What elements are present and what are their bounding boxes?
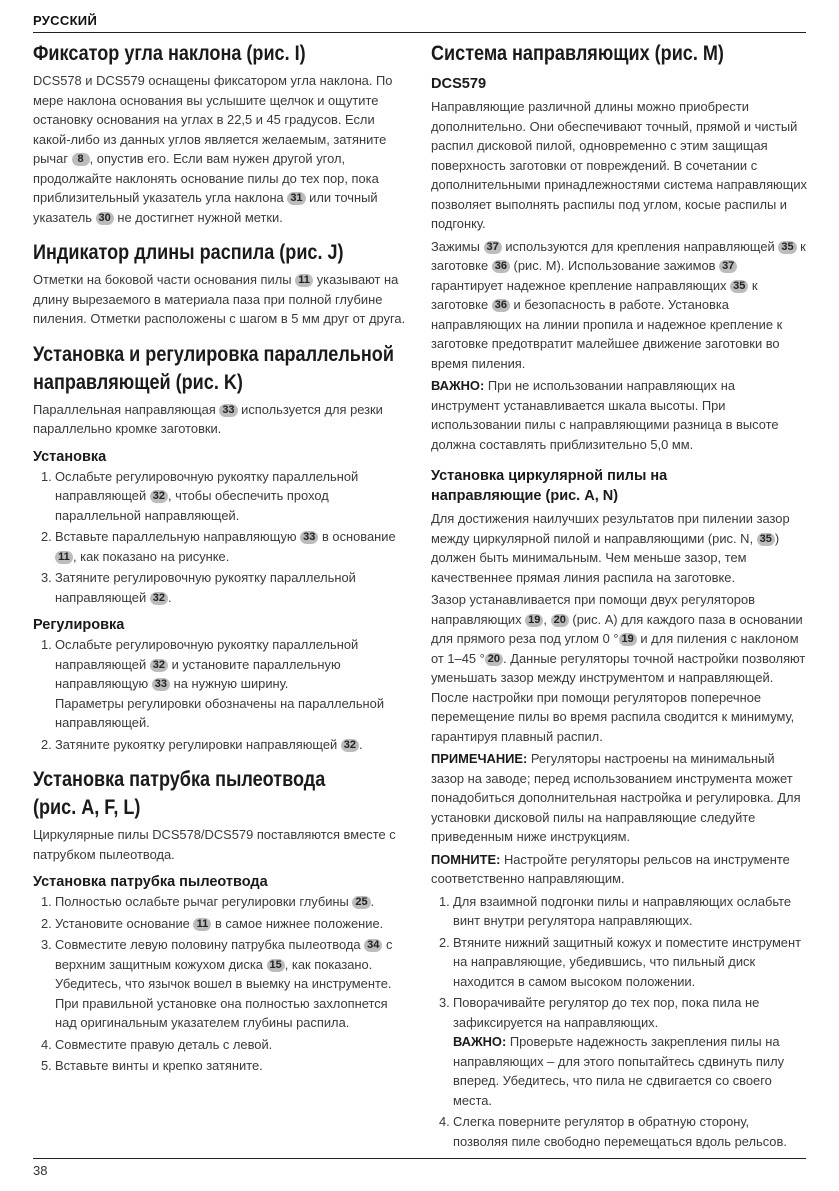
subheading-installation: Установка	[33, 448, 107, 465]
callout-badge: 35	[778, 241, 796, 254]
list-item: 1. Ослабьте регулировочную рукоятку параллельной направляющей 32 , чтобы обеспечить проход параллельной направляющей.	[41, 468, 359, 523]
guide-rail-paragraph-1: Направляющие различной длины можно приобрести дополнительно. Они обеспечивают точный, прямой и чистый распил дисковой пилой, одновременно с этим защищая поверхность заготовки от повреждений. В сочетании с дополнительными принадлежностями система направляющих позволяет выполнять распилы под углом, косые распилы и подгонку.	[431, 99, 807, 231]
callout-badge: 20	[551, 614, 569, 627]
section-title-rip-fence: Установка и регулировка параллельной направляющей (рис. K)	[33, 342, 394, 394]
section-title-bevel-lock: Фиксатор угла наклона (рис. I)	[33, 42, 306, 65]
subheading-dust-port-install: Установка патрубка пылеотвода	[33, 874, 268, 890]
left-column	[33, 40, 408, 1078]
callout-badge: 30	[96, 212, 114, 225]
rip-fence-paragraph: Параллельная направляющая 33 используется для резки параллельно кромке заготовки.	[33, 401, 383, 436]
callout-badge: 8	[72, 153, 90, 166]
mount-paragraph-1: Для достижения наилучших результатов при пилении зазор между циркулярной пилой и направляющими (рис. N, 35 ) должен быть минимальным. Чем меньше зазор, тем качественнее прямая линия распила на заготовке.	[431, 511, 790, 585]
callout-badge: 25	[352, 896, 370, 909]
callout-badge: 36	[492, 260, 510, 273]
callout-badge: 32	[150, 592, 168, 605]
page-number: 38	[33, 1163, 48, 1178]
mount-reminder: ПОМНИТЕ: Настройте регуляторы рельсов на инструменте соответственно направляющим.	[431, 851, 790, 886]
callout-badge: 15	[267, 959, 285, 972]
section-title-cut-length: Индикатор длины распила (рис. J)	[33, 241, 344, 264]
callout-badge: 20	[485, 653, 503, 666]
guide-rail-important: ВАЖНО: При не использовании направляющих на инструмент устанавливается шкала высоты. При использовании пилы с направляющими разница в высоте должна составлять приблизительно 5,0 мм.	[431, 378, 779, 452]
list-item: 1. Для взаимной подгонки пилы и направляющих ослабьте винт внутри регулятора направляющих.	[439, 893, 792, 928]
subheading-adjustment: Регулировка	[33, 617, 125, 633]
right-column	[431, 40, 807, 1153]
callout-badge: 11	[295, 274, 313, 287]
list-item: 5. Вставьте винты и крепко затяните.	[41, 1058, 263, 1073]
callout-badge: 36	[492, 299, 510, 312]
model-label: DCS579	[431, 76, 487, 92]
cut-length-paragraph: Отметки на боковой части основания пилы 11 указывают на длину вырезаемого в материала паза при полной глубине пиления. Отметки расположены с шагом в 5 мм друг от друга.	[33, 272, 406, 326]
list-item: 1. Ослабьте регулировочную рукоятку параллельной направляющей 32 и установите параллельную направляющую 33 на нужную ширину. Параметры регулировки обозначены на параллельной направляющей.	[41, 637, 385, 730]
callout-badge: 37	[484, 241, 502, 254]
section-title-guide-rail: Система направляющих (рис. M)	[431, 42, 724, 65]
list-item: 3. Совместите левую половину патрубка пылеотвода 34 с верхним защитным кожухом диска 15 , как показано. Убедитесь, что язычок вошел в выемку на инструменте. При правильной установке она полностью захлопнется над оригинальным указателем глубины распила.	[41, 937, 393, 1030]
callout-badge: 35	[757, 533, 775, 546]
bevel-lock-paragraph: DCS578 и DCS579 оснащены фиксатором угла наклона. По мере наклона основания вы услышите щелчок и ощутите остановку основания на углах в 22,5 и 45 градусов. Если какой-либо из данных углов является желаемым, затяните рычаг 8 , опустив его. Если вам нужен другой угол, продолжайте наклонять основание пилы до тех пор, пока приблизительный указатель угла наклона 31 или точный указатель 30 не достигнет нужной метки.	[33, 73, 393, 225]
list-item: 3. Затяните регулировочную рукоятку параллельной направляющей 32 .	[41, 570, 356, 605]
callout-badge: 34	[364, 939, 382, 952]
top-divider	[33, 32, 806, 33]
list-item: 2. Втяните нижний защитный кожух и поместите инструмент на направляющие, убедившись, что пильный диск находится в самом высоком положении.	[439, 934, 802, 989]
list-item: 4. Совместите правую деталь с левой.	[41, 1036, 273, 1052]
callout-badge: 32	[150, 659, 168, 672]
callout-badge: 11	[55, 551, 73, 564]
callout-badge: 35	[730, 280, 748, 293]
callout-badge: 11	[193, 918, 211, 931]
callout-badge: 37	[719, 260, 737, 273]
callout-badge: 32	[150, 490, 168, 503]
list-item: 1. Полностью ослабьте рычаг регулировки глубины 25 .	[41, 894, 375, 909]
callout-badge: 19	[619, 633, 637, 646]
list-item: 4. Слегка поверните регулятор в обратную сторону, позволяя пиле свободно перемещаться вдоль рельсов.	[439, 1114, 787, 1149]
list-item: 3. Поворачивайте регулятор до тех пор, пока пила не зафиксируется на направляющих. ВАЖНО: Проверьте надежность закрепления пилы на направляющих – для этого попытайтесь сдвинуть пилу вперед. Убедитесь, что пила не сдвигается со своего места.	[439, 995, 785, 1108]
callout-badge: 33	[300, 531, 318, 544]
list-item: 2. Вставьте параллельную направляющую 33 в основание 11 , как показано на рисунке.	[41, 529, 396, 564]
callout-badge: 33	[152, 678, 170, 691]
installation-steps	[33, 467, 408, 608]
language-header: РУССКИЙ	[33, 13, 98, 28]
section-title-dust-port: Установка патрубка пылеотвода (рис. A, F, L)	[33, 768, 326, 819]
dust-port-paragraph: Циркулярные пилы DCS578/DCS579 поставляются вместе с патрубком пылеотвода.	[33, 827, 396, 862]
mount-note: ПРИМЕЧАНИЕ: Регуляторы настроены на минимальный зазор на заводе; перед использованием инструмента может понадобиться дополнительная настройка и регулировка. Для установки дисковой пилы на направляющие следуйте приведенным ниже инструкциям.	[431, 751, 801, 844]
subheading-mount-on-rails: Установка циркулярной пилы на направляющие (рис. A, N)	[431, 468, 668, 504]
mount-paragraph-2: Зазор устанавливается при помощи двух регуляторов направляющих 19 , 20 (рис. A) для каждого паза в основании для прямого реза под углом 0 ° 19 и для пиления с наклоном от 1–45 ° 20 . Данные регуляторы точной настройки позволяют уменьшать зазор между инструментом и направляющей. После настройки при помощи регуляторов поперечное перемещение пилы во время распила сводится к минимуму, гарантируя плавный распил.	[431, 592, 806, 744]
list-item: 2. Затяните рукоятку регулировки направляющей 32 .	[41, 736, 363, 752]
list-item: 2. Установите основание 11 в самое нижнее положение.	[41, 915, 384, 931]
bottom-divider	[33, 1158, 806, 1159]
callout-badge: 32	[341, 739, 359, 752]
mount-steps	[431, 892, 807, 1152]
dust-port-steps	[33, 892, 408, 1076]
callout-badge: 31	[287, 192, 305, 205]
guide-rail-paragraph-2: Зажимы 37 используются для крепления направляющей 35 к заготовке 36 (рис. M). Использование зажимов 37 гарантирует надежное крепление направляющих 35 к заготовке 36 и безопасность в работе. Установка направляющих на линии пропила и надежное крепление к заготовке предотвратит малейшее движение заготовки во время пиления.	[431, 238, 806, 371]
callout-badge: 19	[525, 614, 543, 627]
callout-badge: 33	[219, 404, 237, 417]
adjustment-steps	[33, 635, 408, 754]
